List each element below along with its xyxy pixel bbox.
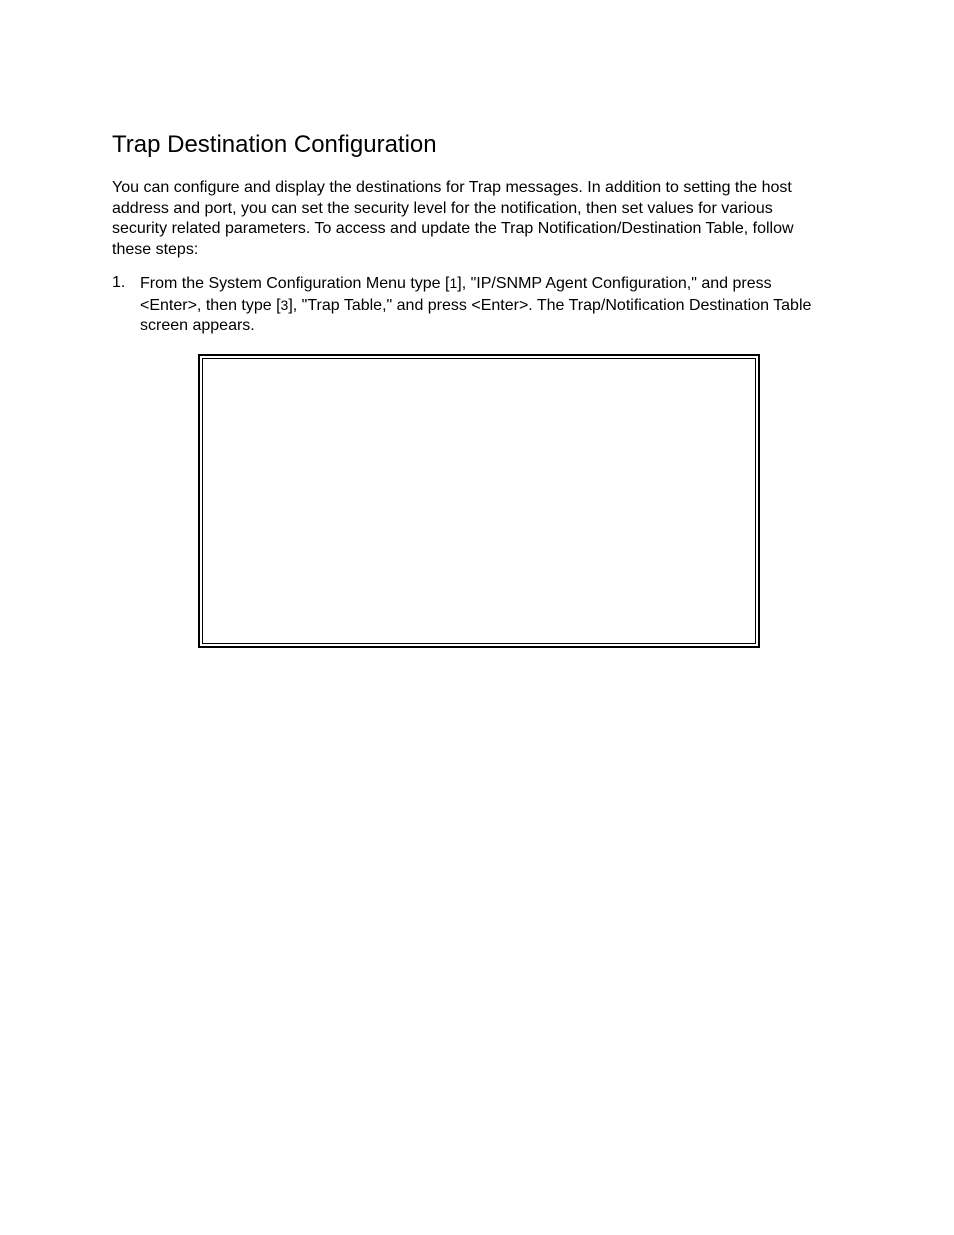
step-text-part: From the System Configuration Menu type [ (140, 275, 450, 292)
step-text (140, 273, 832, 337)
screen-capture-area (202, 358, 756, 644)
list-item (112, 273, 832, 337)
intro-paragraph: You can configure and display the destinations for Trap messages. In addition to setting the host address and port, you can set the security level for the notification, then set values for various security related parameters. To access and update the Trap Notification/Destination Table, follow these steps: (112, 179, 794, 258)
section-heading: Trap Destination Configuration (112, 131, 437, 158)
screen-capture-frame (198, 354, 760, 648)
steps-list (112, 273, 832, 337)
step-number: 1. (112, 274, 126, 291)
step-text-part: ], "IP/SNMP Agent Configuration," and press <Enter>, then type [ (140, 275, 772, 314)
menu-key: 3 (280, 296, 289, 313)
step-text-part: ], "Trap Table," and press <Enter>. The Trap/Notification Destination Table screen appears. (140, 296, 812, 334)
menu-key: 1 (449, 275, 458, 291)
